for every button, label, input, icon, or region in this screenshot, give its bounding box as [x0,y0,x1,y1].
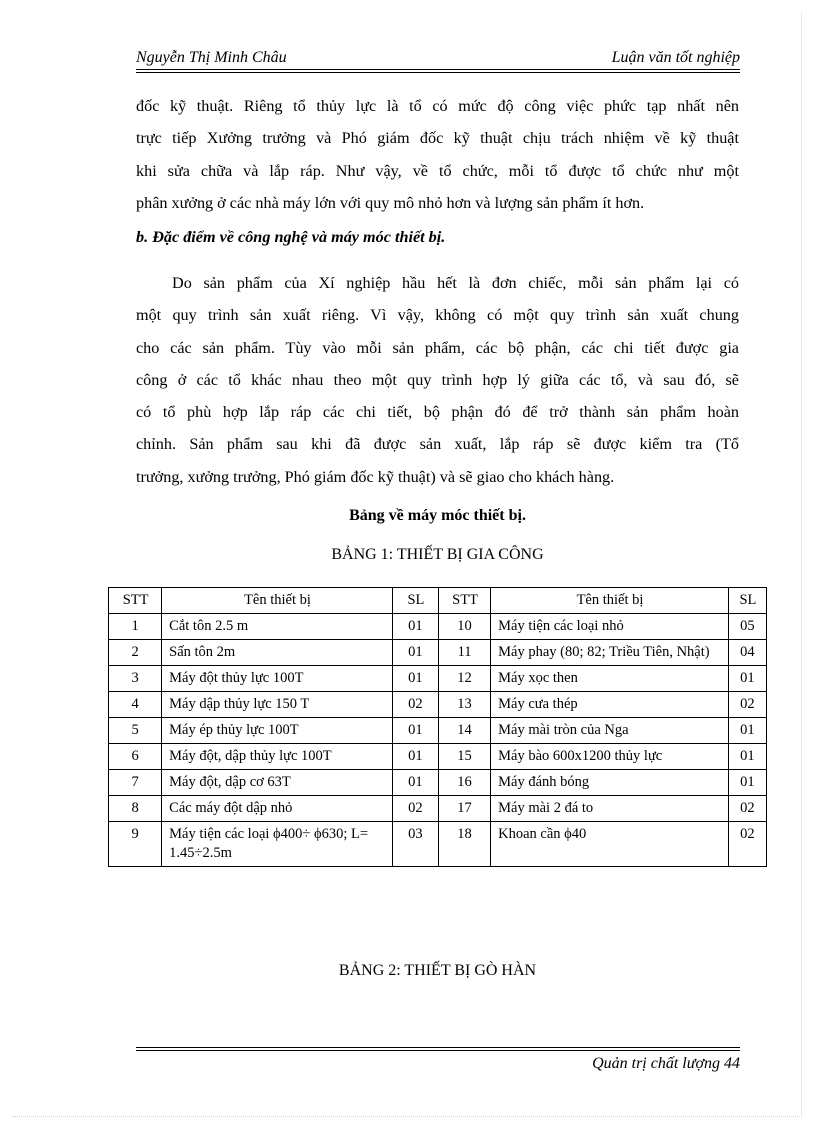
table-cell: Máy xọc then [491,666,729,692]
table-cell: 02 [728,692,766,718]
paragraph-line: trưởng, xưởng trưởng, Phó giám đốc kỹ thuật) và sẽ giao cho khách hàng. [136,467,615,486]
table-cell: 15 [438,744,490,770]
table-cell: Máy đột, dập cơ 63T [162,770,393,796]
table-cell: 7 [109,770,162,796]
table-cell: Sấn tôn 2m [162,640,393,666]
paragraph-line: chỉnh. Sản phẩm sau khi đã được sản xuất, lắp ráp sẽ được kiểm tra (Tổ [136,435,739,454]
table-cell: 5 [109,718,162,744]
table-cell: 11 [438,640,490,666]
header-cell: SL [728,588,766,614]
table-cell: Máy phay (80; 82; Triều Tiên, Nhật) [491,640,729,666]
table-row [109,796,767,822]
footer-rule [136,1050,740,1051]
table-cell: Các máy đột dập nhỏ [162,796,393,822]
table-cell: 17 [438,796,490,822]
paragraph-line: cho các sản phẩm. Tùy vào mỗi sản phẩm, các bộ phận, các chi tiết được gia [136,338,739,357]
table-cell: 13 [438,692,490,718]
table-cell: 2 [109,640,162,666]
table-cell: 05 [728,614,766,640]
header-cell: SL [392,588,438,614]
table-cell: Máy tiện các loại ϕ400÷ ϕ630; L= 1.45÷2.5m [162,822,393,867]
table-cell: 02 [392,692,438,718]
header-cell: Tên thiết bị [162,588,393,614]
header-rule [136,69,740,70]
table-cell: 9 [109,822,162,867]
table-cell: Máy đột, dập thủy lực 100T [162,744,393,770]
table-row [109,692,767,718]
header-doc-type: Luận văn tốt nghiệp [611,49,740,66]
table-header-row [109,588,767,614]
table-cell: 01 [392,770,438,796]
table-cell: 3 [109,666,162,692]
table-1-title: BẢNG 1: THIẾT BỊ GIA CÔNG [331,546,544,563]
table-cell: 02 [728,822,766,867]
table-cell: 02 [728,796,766,822]
table-cell: Máy cưa thép [491,692,729,718]
table-cell: 01 [728,666,766,692]
table-cell: 01 [728,770,766,796]
table-cell: Máy đột thủy lực 100T [162,666,393,692]
table-row [109,718,767,744]
table-cell: 02 [392,796,438,822]
header-cell: STT [109,588,162,614]
table-row [109,770,767,796]
paragraph-line: công ở các tổ khác nhau theo một quy trình hợp lý giữa các tổ, và sau đó, sẽ [136,370,739,389]
table-cell: 01 [392,744,438,770]
table-cell: Máy dập thủy lực 150 T [162,692,393,718]
paragraph-line: đốc kỹ thuật. Riêng tổ thủy lực là tổ có mức độ công việc phức tạp nhất nên [136,97,739,115]
table-row [109,744,767,770]
table-cell: 01 [392,666,438,692]
table-cell: 1 [109,614,162,640]
table-2-title: BẢNG 2: THIẾT BỊ GÒ HÀN [338,962,537,979]
section-title: Bảng về máy móc thiết bị. [349,507,526,524]
table-row [109,666,767,692]
paragraph-1 [136,90,739,219]
table-cell: Khoan cần ϕ40 [491,822,729,867]
table-cell: 01 [728,744,766,770]
paragraph-line: khi sửa chữa và lắp ráp. Như vậy, về tổ chức, mỗi tổ được tổ chức như một [136,161,739,180]
table-cell: Máy mài 2 đá to [491,796,729,822]
table-cell: 16 [438,770,490,796]
table-row [109,822,767,867]
table-cell: 10 [438,614,490,640]
page-footer: Quản trị chất lượng 44 [592,1055,740,1072]
table-cell: 01 [392,718,438,744]
table-row [109,640,767,666]
header-cell: Tên thiết bị [491,588,729,614]
paragraph-line: có tổ phù hợp lắp ráp các chi tiết, bộ phận đó để trở thành sản phẩm hoàn [136,403,739,422]
table-cell: 01 [392,640,438,666]
table-cell: 18 [438,822,490,867]
table-cell: Máy tiện các loại nhỏ [491,614,729,640]
paragraph-line: một quy trình sản xuất riêng. Vì vậy, không có một quy trình sản xuất chung [136,306,739,325]
table-cell: Cắt tôn 2.5 m [162,614,393,640]
paragraph-line: Do sản phẩm của Xí nghiệp hầu hết là đơn chiếc, mỗi sản phẩm lại có [172,274,739,292]
table-cell: 6 [109,744,162,770]
header-cell: STT [438,588,490,614]
footer-rule [136,1047,740,1048]
equipment-table [108,587,767,867]
paragraph-line: trực tiếp Xưởng trưởng và Phó giám đốc kỹ thuật chịu trách nhiệm về kỹ thuật [136,129,739,148]
page-header [136,49,740,69]
table-cell: 4 [109,692,162,718]
paragraph-line: phân xưởng ở các nhà máy lớn với quy mô nhỏ hơn và lượng sản phẩm ít hơn. [136,193,645,212]
header-author: Nguyễn Thị Minh Châu [136,49,287,66]
paragraph-2 [136,267,739,493]
table-cell: 01 [392,614,438,640]
subheading: b. Đặc điểm về công nghệ và máy móc thiết bị. [136,228,446,246]
table-cell: 01 [728,718,766,744]
table-cell: 03 [392,822,438,867]
table-cell: Máy bào 600x1200 thủy lực [491,744,729,770]
table-cell: Máy mài tròn của Nga [491,718,729,744]
table-cell: 12 [438,666,490,692]
table-cell: Máy ép thủy lực 100T [162,718,393,744]
header-rule [136,72,740,73]
table-row [109,614,767,640]
table-cell: 04 [728,640,766,666]
table-cell: 14 [438,718,490,744]
table-cell: Máy đánh bóng [491,770,729,796]
table-cell: 8 [109,796,162,822]
